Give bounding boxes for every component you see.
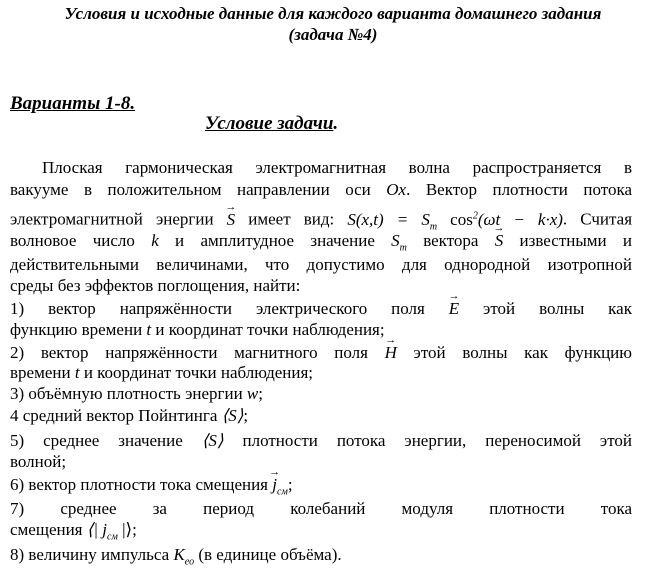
- condition-heading-dot: .: [333, 113, 339, 134]
- item-8: 8) величину импульса $K_{ео}$ (в единице объёма).: [10, 545, 342, 568]
- item-1-line-1: 1) вектор напряжённости электрического поля → E этой волны как: [10, 299, 632, 319]
- item-5-line-1: 5) среднее значение ⟨S⟩ плотности потока энергии, переносимой этой: [10, 431, 632, 450]
- condition-heading-text: Условие задачи: [205, 113, 334, 134]
- item-2-line-2: времени t и координат точки наблюдения;: [10, 363, 314, 382]
- paragraph-line-4: волновое число k и амплитудное значение $S_m$ вектора → S известными и: [10, 231, 632, 258]
- item-7-line-2: смещения ⟨| $j_{см}$ |⟩;: [10, 520, 137, 543]
- paragraph-line-3: электромагнитной энергии → S имеет вид: $S(x,t) = S_m$ $\cos^2(\omega t - k\cdot x)$. Считая: [10, 206, 632, 237]
- item-4: 4 средний вектор Пойнтинга ⟨S⟩;: [10, 406, 249, 425]
- item-6: 6) вектор плотности тока смещения → $j_{см}$;: [10, 475, 632, 502]
- document-subtitle: (задача №4): [288, 25, 378, 44]
- item-7-line-1: 7) среднее за период колебаний модуля плотности тока: [10, 499, 632, 518]
- poynting-formula: $S(x,t) = S_m$ $\cos^2(\omega t - k\cdot x)$: [347, 209, 563, 233]
- s-vector-symbol: → S: [227, 210, 236, 230]
- paragraph-line-1: Плоская гармоническая электромагнитная волна распространяется в: [42, 158, 632, 177]
- item-3: 3) объёмную плотность энергии w;: [10, 384, 263, 403]
- paragraph-line-2: вакууме в положительном направлении оси Ox. Вектор плотности потока: [10, 180, 632, 199]
- variants-heading: Варианты 1-8.: [10, 93, 136, 114]
- item-2-line-1: 2) вектор напряжённости магнитного поля → H этой волны как функцию: [10, 343, 632, 363]
- paragraph-line-5: действительными величинами, что допустимо для однородной изотропной: [10, 255, 632, 274]
- paragraph-line-6: среды без эффектов поглощения, найти:: [10, 276, 301, 295]
- condition-heading: [205, 113, 338, 135]
- item-1-line-2: функцию времени t и координат точки наблюдения;: [10, 320, 385, 339]
- item-5-line-2: волной;: [10, 452, 67, 471]
- document-title: Условия и исходные данные для каждого варианта домашнего задания: [64, 4, 602, 23]
